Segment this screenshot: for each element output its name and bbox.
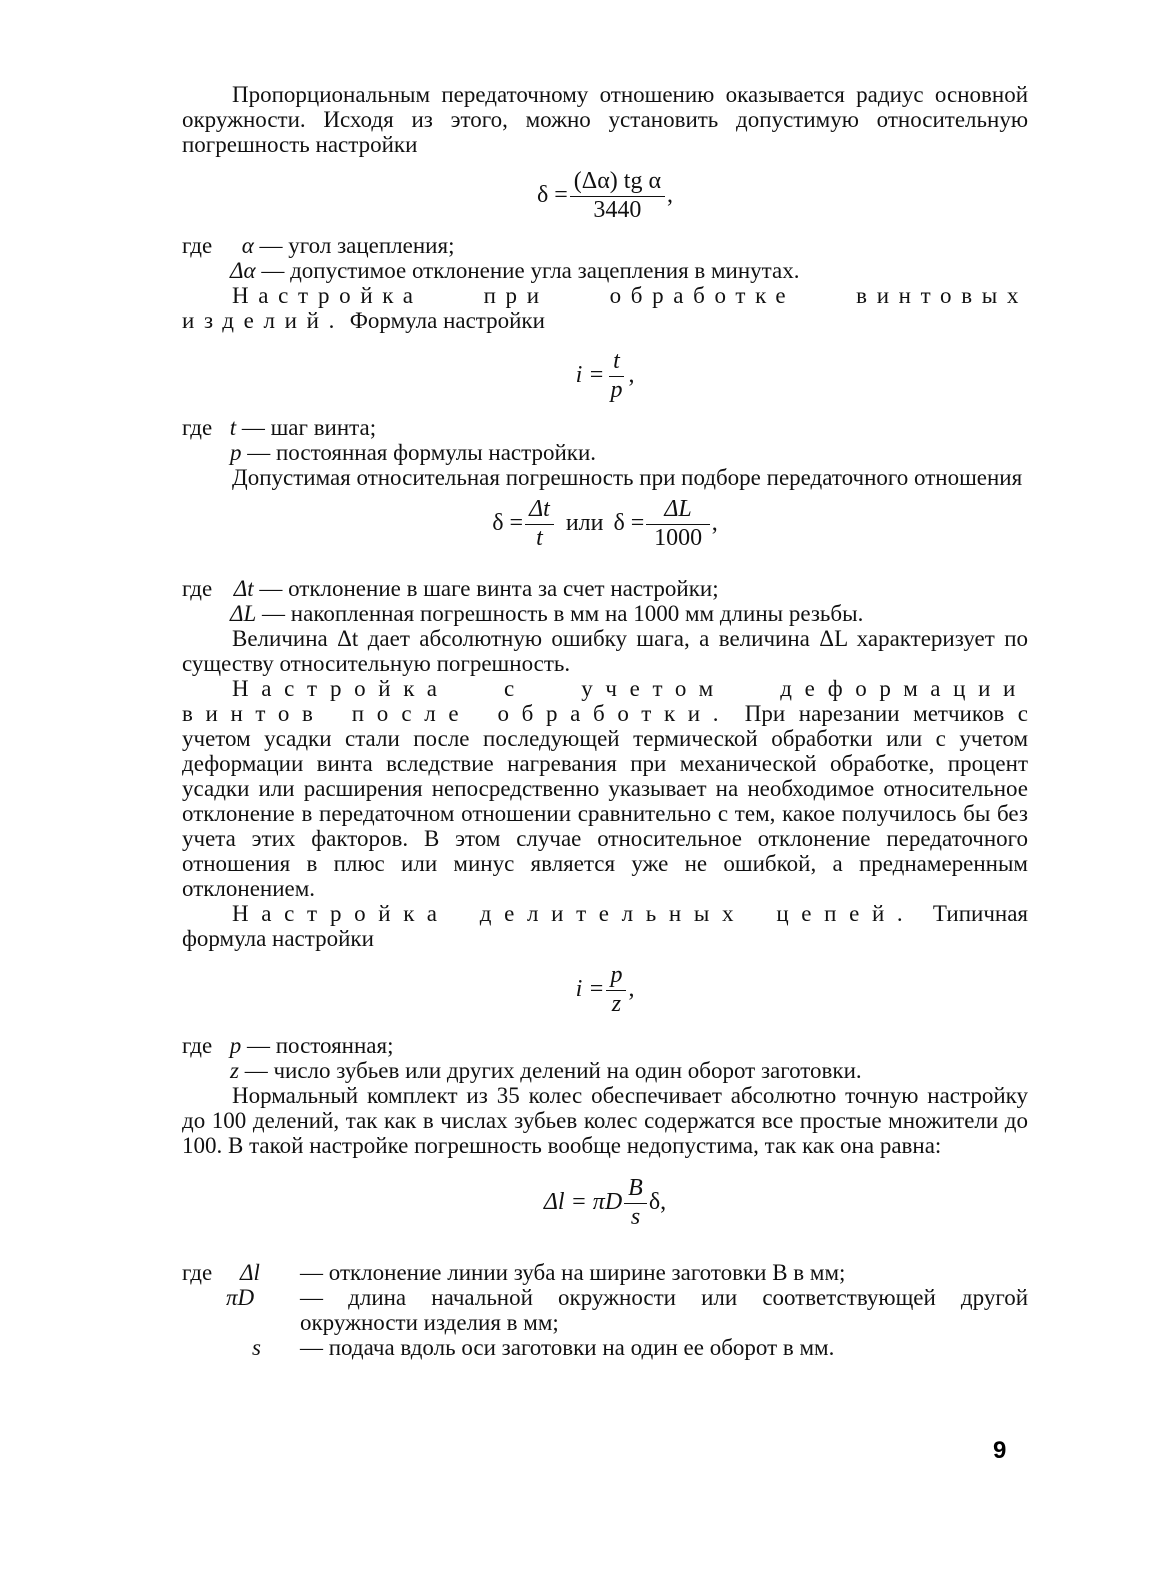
where-item (182, 601, 1028, 626)
formula-tail: δ, (648, 1188, 667, 1215)
where-symbol: t (229, 415, 237, 440)
paragraph-3: Допустимая относительная погрешность при подборе передаточного отношения (232, 465, 1023, 490)
where-text: — подача вдоль оси заготовки на один ее оборот в мм. (300, 1335, 835, 1360)
formula-fraction (646, 496, 709, 551)
where-item (182, 415, 1028, 440)
formula-lhs: Δl = πD (543, 1188, 623, 1215)
formula-lhs: δ = (492, 509, 524, 536)
fraction-denominator: 3440 (593, 196, 642, 223)
fraction-denominator: 1000 (654, 524, 703, 551)
formula-tail: , (628, 975, 635, 1002)
fraction-numerator: ΔL (646, 496, 709, 525)
where-list-5 (182, 1260, 1028, 1360)
where-text: — отклонение в шаге винта за счет настройки; (259, 576, 719, 601)
formula-lhs: δ = (536, 181, 568, 208)
fraction-numerator: B (624, 1175, 647, 1204)
where-item (182, 1335, 1028, 1360)
where-symbol: p (230, 440, 242, 465)
where-text: — шаг винта; (241, 415, 377, 440)
formula-i-t-p (182, 337, 1028, 413)
paragraph-text: Типичная формула настройки (182, 901, 1028, 951)
paragraph-text: Формула настройки (349, 308, 545, 333)
where-symbol: Δl (240, 1260, 260, 1285)
paragraph-7: Нормальный комплект из 35 колес обеспечивает абсолютно точную настройку до 100 делений, так как в числах зубьев колес содержатся все простые множители до 100. В такой настройке погрешность вообще недопустима, так как она равна: (182, 1083, 1028, 1158)
fraction-numerator: t (609, 348, 624, 377)
where-symbol: z (230, 1058, 239, 1083)
where-text: — число зубьев или других делений на один оборот заготовки. (244, 1058, 862, 1083)
paragraph-1: Пропорциональным передаточному отношению оказывается радиус основной окружности. Исходя из этого, можно установить допустимую относительную погрешность настройки (182, 82, 1028, 157)
paragraph-4: Величина Δt дает абсолютную ошибку шага, а величина ΔL характеризует по существу относительную погрешность. (182, 626, 1028, 676)
where-prefix: где (182, 1260, 213, 1285)
where-symbol: α (241, 233, 254, 258)
section-heading: Настройка при обработке винтовых изделий. (182, 283, 1028, 333)
formula-fraction (606, 962, 626, 1017)
where-list-3 (182, 576, 1028, 626)
fraction-denominator: p (610, 376, 623, 403)
paragraph-6 (182, 901, 1028, 951)
where-text: — угол зацепления; (259, 233, 455, 258)
formula-tail: , (628, 361, 635, 388)
where-text: — постоянная формулы настройки. (247, 440, 597, 465)
formula-delta-alpha (182, 163, 1028, 227)
where-item (182, 1033, 1028, 1058)
formula-lhs: i = (575, 361, 605, 388)
formula-lhs: i = (575, 975, 605, 1002)
where-text: — длина начальной окружности или соответствующей другой окружности изделия в мм; (300, 1285, 1028, 1335)
where-list-2 (182, 415, 1028, 465)
paragraph-2 (182, 283, 1028, 333)
fraction-numerator: p (606, 962, 626, 991)
formula-lhs: δ = (613, 509, 645, 536)
where-symbol: p (229, 1033, 242, 1058)
where-symbol: ΔL (230, 601, 257, 626)
paragraph-text: При нарезании метчиков с учетом усадки стали после последующей термической обработки или с учетом деформации винта вследствие нагревания при механической обработке, процент усадки или расширения непосредственно указывает на необходимое относительное отклонение в передаточном отношении сравнительно с тем, какое получилось бы без учета этих факторов. В этом случае относительное отклонение передаточного отношения в плюс или минус является уже не ошибкой, а преднамеренным отклонением. (182, 701, 1029, 901)
where-item (182, 576, 1028, 601)
formula-i-p-z (182, 953, 1028, 1025)
fraction-denominator: z (611, 990, 622, 1017)
where-list-1 (182, 233, 1028, 283)
where-item (182, 1260, 1028, 1285)
fraction-denominator: s (630, 1203, 641, 1230)
formula-tail: , (667, 181, 674, 208)
where-prefix: где (182, 576, 213, 601)
paragraph-5 (182, 676, 1028, 901)
formula-tail: , (711, 509, 718, 536)
where-prefix: где (182, 415, 213, 440)
formula-conjunction: или (565, 509, 604, 536)
where-prefix: где (182, 233, 213, 258)
where-item (182, 258, 1028, 283)
where-item (182, 1285, 1028, 1335)
where-text: — допустимое отклонение угла зацепления в минутах. (261, 258, 800, 283)
fraction-denominator: t (536, 524, 543, 551)
where-item (182, 440, 1028, 465)
where-symbol: πD (226, 1285, 255, 1310)
formula-delta-t (182, 490, 1028, 556)
formula-fraction (525, 496, 554, 551)
where-item (182, 1058, 1028, 1083)
where-text: — отклонение линии зуба на ширине заготовки B в мм; (300, 1260, 846, 1285)
page-body (182, 82, 1028, 1360)
where-text: — накопленная погрешность в мм на 1000 мм длины резьбы. (262, 601, 864, 626)
fraction-numerator: (Δα) tg α (570, 168, 665, 197)
section-heading: Настройка с учетом деформации винтов после обработки. (182, 676, 1028, 726)
formula-fraction (624, 1175, 647, 1230)
formula-fraction (570, 168, 665, 223)
formula-delta-l (182, 1162, 1028, 1242)
where-symbol: Δt (233, 576, 254, 601)
where-item (182, 233, 1028, 258)
where-symbol: s (252, 1335, 261, 1360)
section-heading: Настройка делительных цепей. (232, 901, 916, 926)
formula-fraction (606, 348, 626, 403)
where-symbol: Δα (230, 258, 256, 283)
where-text: — постоянная; (246, 1033, 394, 1058)
where-prefix: где (182, 1033, 213, 1058)
fraction-numerator: Δt (525, 496, 554, 525)
page-number: 9 (993, 1437, 1007, 1464)
where-list-4 (182, 1033, 1028, 1083)
